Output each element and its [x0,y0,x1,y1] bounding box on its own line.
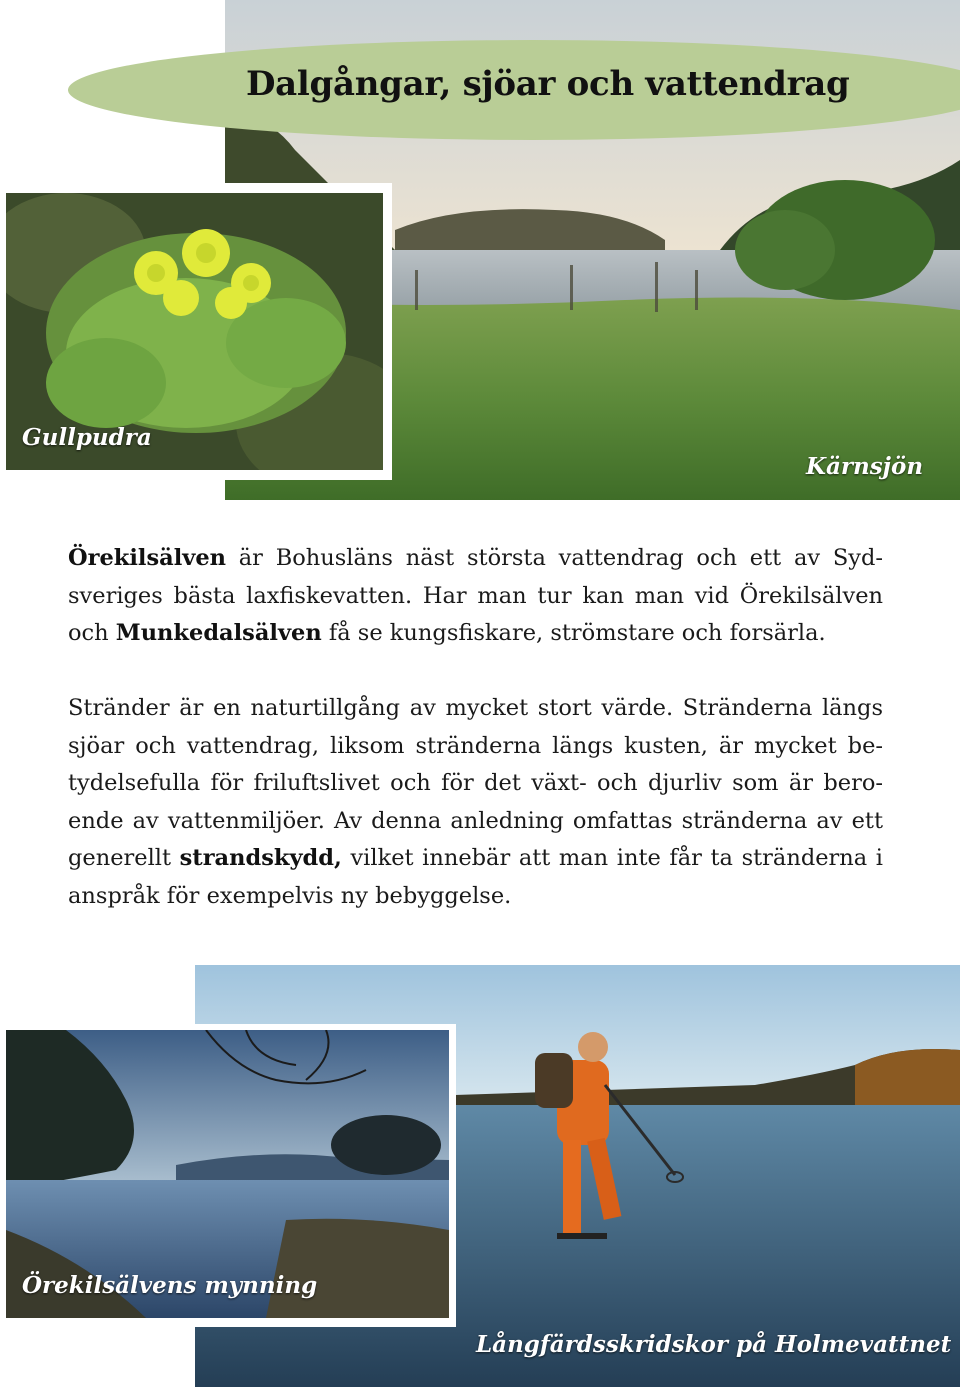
bold-orekilsalven: Örekilsälven [68,545,226,571]
flower-caption: Gullpudra [22,424,152,451]
paragraph-1 [68,540,883,653]
bold-munkedalsalven: Munkedalsälven [115,620,322,646]
skating-caption: Långfärdsskridskor på Holmevattnet [476,1331,952,1358]
paragraph-1-text-b: få se kungsfiskare, strömstare och forsärla. [321,620,826,646]
paragraph-1-text-a: är Bohusläns näst största vattendrag och ett av Sydsveriges bästa laxfiskevatten. Har man tur kan man vid Örekilsälven och [68,545,883,646]
bold-strandskydd: strandskydd, [179,845,342,871]
page-title: Dalgångar, sjöar och vattendrag [246,64,850,104]
paragraph-2-text-a: Stränder är en naturtillgång av mycket stort värde. Stränderna längs sjöar och vattendrag, liksom stränderna längs kusten, är mycket betydelsefulla för friluftslivet och för det växt- och djurliv som är beroende av vattenmiljöer. Av denna anledning omfattas stränderna av ett generellt [68,695,883,871]
paragraph-2-text-b: vilket innebär att man inte får ta stränderna i anspråk för exempelvis ny bebyggelse. [68,845,884,909]
river-caption: Örekilsälvens mynning [22,1272,318,1299]
paragraph-2 [68,690,883,915]
lake-caption: Kärnsjön [806,453,924,480]
